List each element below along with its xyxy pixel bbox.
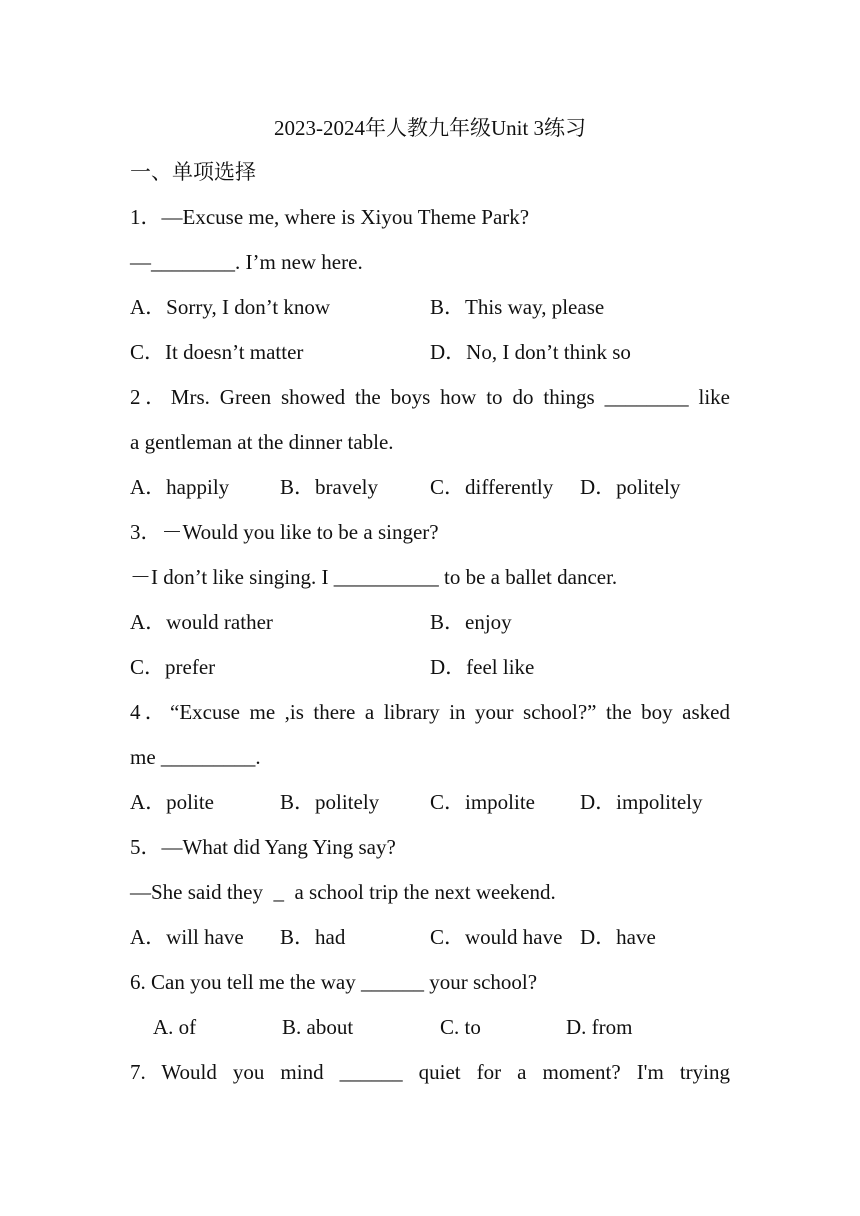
page-title: 2023-2024年人教九年级Unit 3练习 [273,116,587,140]
question-2-option-d: D．politely [580,475,681,499]
question-2-line-2: a gentleman at the dinner table. [130,430,394,454]
question-1-line-2: —________. I’m new here. [130,250,363,274]
question-4-option-a: A．polite [130,790,214,814]
question-4-option-c: C．impolite [430,790,535,814]
question-3-option-d: D．feel like [430,655,535,679]
question-1-option-a: A．Sorry, I don’t know [130,295,331,319]
question-3-line-1: 3．－Would you like to be a singer? [130,520,439,544]
question-3-line-2: －I don’t like singing. I __________ to be a ballet dancer. [130,565,618,589]
question-2-option-c: C．differently [430,475,554,499]
question-6-option-b: B. about [282,1015,354,1039]
question-1-option-c: C．It doesn’t matter [130,340,304,364]
question-3-option-a: A．would rather [130,610,273,634]
question-4-option-b: B．politely [280,790,380,814]
question-2-line-1: 2．Mrs. Green showed the boys how to do things ________ like [130,385,730,409]
question-1-line-1: 1．—Excuse me, where is Xiyou Theme Park? [130,205,530,229]
question-7-line-1: 7. Would you mind ______ quiet for a moment? I'm trying [130,1060,730,1084]
question-2-option-b: B．bravely [280,475,378,499]
question-3-option-b: B．enjoy [430,610,512,634]
question-1-option-d: D．No, I don’t think so [430,340,631,364]
question-5-option-d: D．have [580,925,656,949]
question-4-line-2: me _________. [130,745,261,769]
question-6-line-1: 6. Can you tell me the way ______ your school? [130,970,538,994]
question-2-option-a: A．happily [130,475,230,499]
question-5-line-1: 5．—What did Yang Ying say? [130,835,396,859]
section-heading: 一、单项选择 [130,160,256,184]
question-4-option-d: D．impolitely [580,790,703,814]
question-3-option-c: C．prefer [130,655,216,679]
question-6-option-d: D. from [566,1015,633,1039]
question-5-option-c: C．would have [430,925,563,949]
question-5-option-a: A．will have [130,925,244,949]
question-6-option-a: A. of [153,1015,197,1039]
question-5-line-2: —She said they _ a school trip the next weekend. [130,880,556,904]
question-6-option-c: C. to [440,1015,481,1039]
question-4-line-1: 4．“Excuse me ,is there a library in your school?” the boy asked [130,700,730,724]
question-5-option-b: B．had [280,925,346,949]
question-1-option-b: B．This way, please [430,295,605,319]
